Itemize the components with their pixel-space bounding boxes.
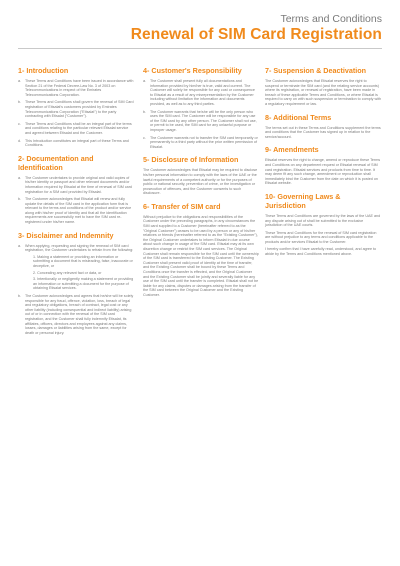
section-title: 9- Amendments — [265, 145, 319, 155]
item-label: b. — [18, 197, 22, 202]
item-text: The Customer acknowledges and agrees that he/she will be solely responsible for any fraud, offence, violation, loss, breach of legal and regulatory obligations, breach of contract, legal cost or any other liability (including consequential and indirect liability) arising out of or in connection with the renewal of the SIM card registration, and the Customer shall fully indemnify Etisalat, its affiliates, officers, directors and employees against any claims, losses, damages or liabilities arising from the same, except for death or personal injury. — [25, 294, 134, 335]
section-disclosure — [143, 155, 259, 196]
paragraph: The Customer acknowledges that Etisalat may be required to disclose his/her personal information to comply with the laws of the UAE or the lawful requirements of a competent authority or for the purposes of public or national security, prevention of crime, or the investigation or prosecution of offences, and the Customer consents to such disclosure. — [143, 168, 258, 196]
list-item — [143, 110, 259, 133]
section-amendments — [265, 145, 381, 186]
section-title: 5- Disclosure of Information — [143, 155, 239, 165]
list-item — [18, 176, 134, 194]
list-item — [18, 244, 134, 291]
paragraph: These Terms and Conditions are governed by the laws of the UAE and any dispute arising out of shall be submitted to the exclusive jurisdiction of the UAE courts. — [265, 213, 381, 228]
section-title: 6- Transfer of SIM card — [143, 201, 221, 211]
section-documentation — [18, 154, 134, 225]
item-text: These Terms and Conditions have been issued in accordance with Section 21 of the Federal Decree-Law No. 3 of 2003 on Telecommunications in respect of the Emirates Telecommunications Corporation. — [25, 79, 134, 97]
paragraph: The terms set out in these Terms and Conditions supplement the terms and conditions that the Customer has signed up in relation to the service/account. — [265, 125, 381, 139]
paragraph: Etisalat reserves the right to change, amend or reproduce these Terms and Conditions on any department request or Etisalat renewal of SIM card registration. Etisalat services and products from time to time. It may deem fit any such change, amendment or reproduction shall immediately bind the Customer from the date on which it is posted on Etisalat website. — [265, 158, 381, 186]
section-title: 10- Governing Laws & Jurisdiction — [265, 191, 341, 210]
item-label: b. — [18, 100, 22, 105]
section-additional-terms — [265, 113, 381, 140]
list-item — [18, 100, 134, 118]
column-3 — [265, 66, 381, 263]
item-text: The Customer warrants not to transfer the SIM card temporarily or permanently to a third party without the prior written permission of Etisalat. — [150, 135, 258, 149]
section-introduction — [18, 66, 134, 148]
list-item — [18, 197, 134, 225]
sub-list-item: 3. Intentionally or negligently making a statement or providing an information or submitting a document for the purpose of obtaining Etisalat services. — [33, 277, 134, 291]
section-governing-laws — [265, 192, 381, 257]
header-divider — [18, 48, 382, 49]
item-text: These Terms and Conditions shall govern the renewal of SIM Card registration of Etisalat's customers provided by Emirates Telecommunications Corporation ("Etisalat") to the party contracting with Etisalat ("Customer"). — [25, 100, 134, 119]
section-title: 4- Customer's Responsibility — [143, 66, 242, 75]
item-label: c. — [143, 135, 146, 140]
item-text: The Customer shall present fully all documentations and information provided by him/her is true, valid and current. The Customer will solely be responsible for any cost or consequence to Etisalat as a result of any misrepresentation by the Customer including without limitation the information and documents provided, as well as to any third parties. — [150, 79, 255, 106]
item-label: b. — [143, 109, 147, 114]
item-text: This Introduction constitutes an integral part of these Terms and Conditions. — [25, 138, 129, 148]
item-label: a. — [18, 79, 22, 83]
item-label: a. — [143, 79, 147, 83]
item-text: These Terms and Conditions shall be an integral part of the terms and conditions relating to the particular relevant Etisalat service and agreed between Etisalat and the Customer. — [25, 121, 132, 135]
item-label: a. — [18, 175, 22, 180]
column-2 — [143, 66, 259, 304]
paragraph: Without prejudice to the obligations and responsibilities of the Customer under the preceding paragraphs, in any circumstances the SIM card supplied to a Customer (hereinafter referred to as the "Original Customer") ceases to be used by a person or any of his/her relatives or friends (hereinafter referred to as the "Existing Customer"), the Original Customer undertakes to inform Etisalat in due course about such change in usage of the SIM card. Etisalat may at its own discretion change or restrict the SIM card services. The Original Customer shall remain responsible for the SIM card until the ownership of the SIM card is transferred to the Existing Customer. The Existing Customer shall present valid proof of identity at the time of transfer, and the Existing Customer shall be bound by these Terms and Conditions once the transfer is effected, and the Original Customer and the Existing Customer shall be jointly and severally liable for any use of the SIM card until the transfer is completed. Etisalat shall not be liable for any claims, disputes or damages arising from the transfer of the SIM card between the Original Customer and the Existing Customer. — [143, 214, 259, 297]
item-label: b. — [18, 294, 22, 298]
section-title: 2- Documentation and Identification — [18, 153, 94, 172]
list-item — [143, 79, 259, 107]
list-item — [18, 294, 134, 335]
column-1 — [18, 66, 134, 341]
item-label: d. — [18, 138, 22, 143]
document-subtitle: Renewal of SIM Card Registration — [130, 26, 382, 43]
section-title: 1- Introduction — [18, 66, 69, 75]
item-text: The Customer warrants that he/she will be the only person who uses the SIM card. The Customer will be responsible for any use of the SIM card by any other person. The Customer shall not use, or permit to be used, the SIM card for any unlawful purpose or improper usage. — [150, 109, 257, 132]
paragraph: These Terms and Conditions for the renewal of SIM card registration are without prejudice to any terms and conditions applicable to the products and/or services Etisalat to the Customer. — [265, 230, 377, 244]
section-suspension — [265, 66, 381, 107]
list-item — [18, 122, 134, 136]
section-transfer — [143, 202, 259, 298]
document-title: Terms and Conditions — [280, 13, 382, 25]
list-item — [18, 79, 134, 97]
section-customer-responsibility — [143, 66, 259, 149]
item-label: a. — [18, 243, 22, 248]
section-disclaimer — [18, 231, 134, 336]
item-text: When applying, requesting and signing the renewal of SIM card registration, the Customer undertakes to refrain from the following: — [25, 243, 134, 253]
section-title: 7- Suspension & Deactivation — [265, 66, 367, 75]
item-label: c. — [18, 121, 21, 126]
paragraph: I hereby confirm that I have carefully read, understood, and agree to abide by the Terms and Conditions mentioned above. — [265, 247, 377, 257]
list-item — [18, 139, 134, 148]
sub-list-item: 2. Concealing any relevant fact or data, or — [33, 270, 102, 275]
sub-list-item: 1. Making a statement or providing an information or submitting a document that is misleading, false, inaccurate or deceptive, or — [33, 254, 133, 269]
item-text: The Customer undertakes to provide original and valid copies of his/her identity or passport and other relevant documents and/or information required by Etisalat at the time of renewal of SIM card registration for a SIM card provided by Etisalat. — [25, 175, 132, 194]
section-title: 8- Additional Terms — [265, 112, 332, 122]
paragraph: The Customer acknowledges that Etisalat reserves the right to suspend or terminate the SIM card (and the relating service accounts) where its registration, or renewal of registration, have been made in breach of these applicable Terms and Conditions, or where Etisalat is required to carry on with such suspension or termination to comply with a regulatory requirement or law. — [265, 79, 382, 106]
list-item — [143, 136, 259, 150]
section-title: 3- Disclaimer and Indemnity — [18, 230, 114, 240]
item-text: The Customer acknowledges that Etisalat will renew and fully update the details of the SIM card in the application form that is relevant to the terms and conditions of the product and/or service along with his/her proof of identity and that all the identification requirements are successfully met to have the SIM card re-registered under his/her name. — [25, 197, 132, 225]
